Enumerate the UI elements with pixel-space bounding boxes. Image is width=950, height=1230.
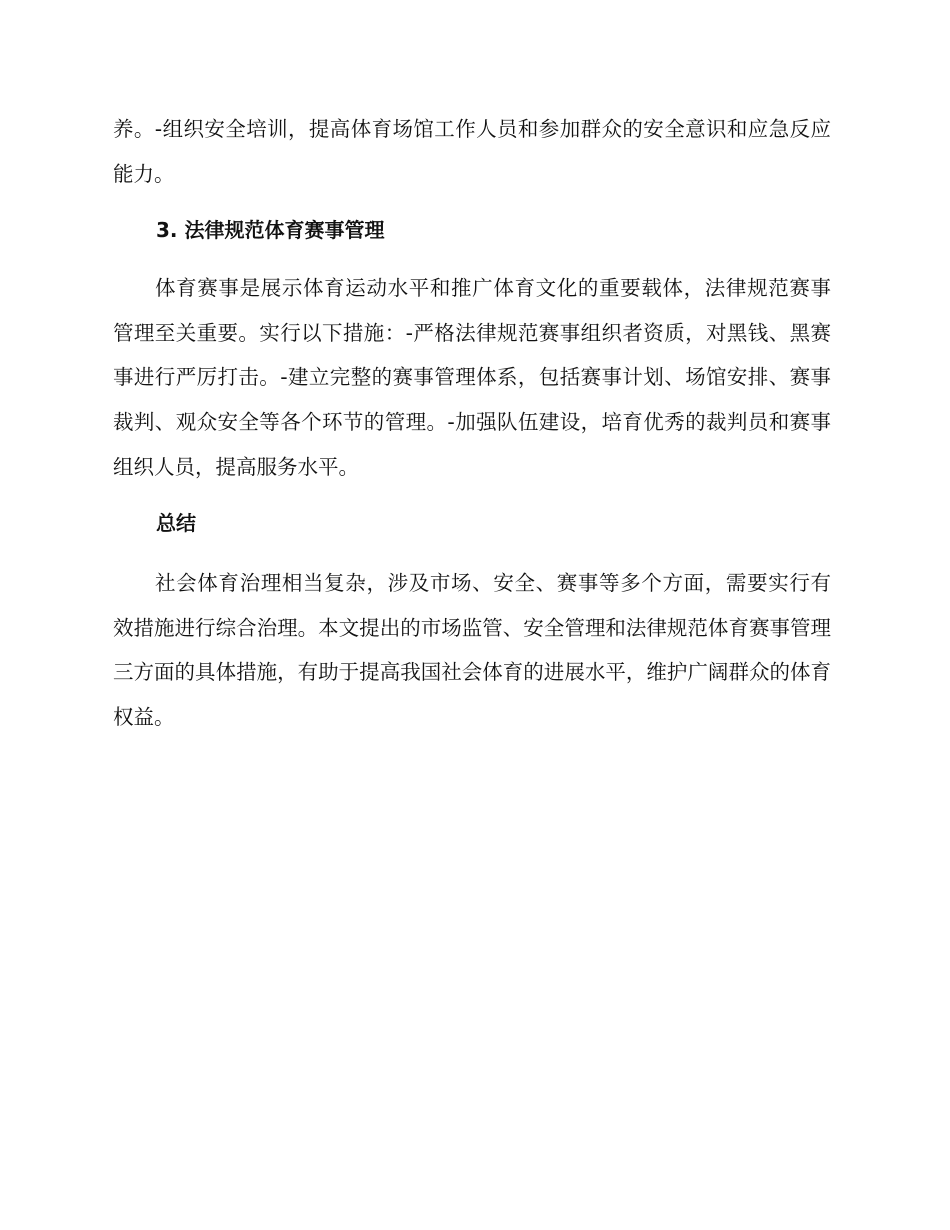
section-3-heading: 3. 法律规范体育赛事管理 bbox=[156, 218, 385, 243]
document-page bbox=[113, 107, 831, 740]
intro-paragraph: 养。-组织安全培训，提高体育场馆工作人员和参加群众的安全意识和应急反应能力。 bbox=[113, 117, 831, 186]
summary-heading: 总结 bbox=[156, 511, 196, 536]
section-3-paragraph: 体育赛事是展示体育运动水平和推广体育文化的重要载体，法律规范赛事管理至关重要。实行以下措施：-严格法律规范赛事组织者资质，对黑钱、黑赛事进行严厉打击。-建立完整的赛事管理体系，包括赛事计划、场馆安排、赛事裁判、观众安全等各个环节的管理。-加强队伍建设，培育优秀的裁判员和赛事组织人员，提高服务水平。 bbox=[113, 276, 831, 479]
summary-paragraph: 社会体育治理相当复杂，涉及市场、安全、赛事等多个方面，需要实行有效措施进行综合治理。本文提出的市场监管、安全管理和法律规范体育赛事管理三方面的具体措施，有助于提高我国社会体育的进展水平，维护广阔群众的体育权益。 bbox=[113, 571, 831, 729]
